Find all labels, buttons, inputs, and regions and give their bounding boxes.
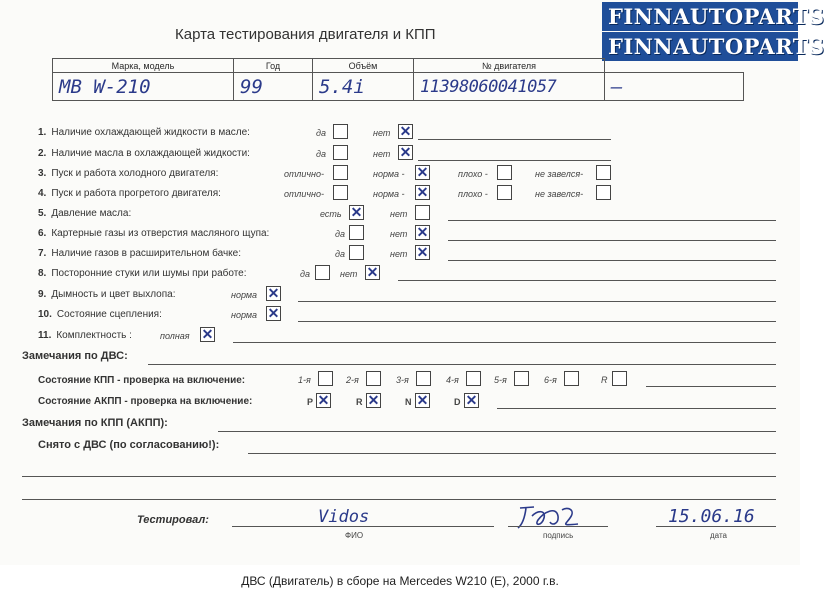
fio-line (232, 526, 494, 527)
checkbox-checked[interactable]: ✕ (416, 244, 429, 260)
opt-normal: норма (231, 290, 258, 300)
checkbox[interactable] (415, 205, 430, 220)
opt-normal: норма (231, 310, 258, 320)
checkbox-checked[interactable]: ✕ (367, 392, 380, 408)
opt-full: полная (160, 331, 190, 341)
check-row-4: 4. Пуск и работа прогретого двигателя: (38, 188, 221, 199)
col-header-volume: Объём (313, 59, 414, 73)
brand-logo (602, 2, 825, 62)
checkbox[interactable] (318, 371, 333, 386)
fill-line (22, 499, 776, 500)
gear-label: N (405, 397, 412, 407)
opt-yes: да (300, 269, 310, 279)
checkbox[interactable] (333, 165, 348, 180)
vehicle-info-table (52, 58, 744, 101)
fill-line (497, 408, 776, 409)
checkbox[interactable] (466, 371, 481, 386)
fill-line (418, 139, 611, 140)
checkbox[interactable] (596, 185, 611, 200)
fill-line (418, 160, 611, 161)
value-volume: 5.4i (313, 73, 414, 101)
gear-label: 3-я (396, 375, 409, 385)
fill-line (218, 431, 776, 432)
gear-label: 2-я (346, 375, 359, 385)
checkbox-checked[interactable]: ✕ (201, 326, 214, 342)
fill-line (22, 476, 776, 477)
col-header-engine-number: № двигателя (414, 59, 605, 73)
fill-line (448, 240, 776, 241)
signature-line (508, 526, 608, 527)
card-title: Карта тестирования двигателя и КПП (175, 26, 436, 43)
opt-no: нет (390, 209, 408, 219)
gear-label: 6-я (544, 375, 557, 385)
checkbox-checked[interactable]: ✕ (267, 285, 280, 301)
opt-not-started: не завелся- (535, 189, 584, 199)
fill-line (298, 321, 776, 322)
manual-gearbox-label: Состояние КПП - проверка на включение: (38, 375, 246, 386)
opt-present: есть (320, 209, 342, 219)
fill-line (448, 220, 776, 221)
checkbox[interactable] (349, 245, 364, 260)
check-row-11: 11. Комплектность : (38, 330, 132, 341)
col-header-blank (605, 59, 744, 73)
check-row-5: 5. Давление масла: (38, 208, 132, 219)
checkbox-checked[interactable]: ✕ (366, 264, 379, 280)
checkbox[interactable] (497, 165, 512, 180)
checkbox-checked[interactable]: ✕ (399, 144, 412, 160)
opt-no: нет (373, 149, 391, 159)
checkbox[interactable] (497, 185, 512, 200)
checkbox-checked[interactable]: ✕ (465, 392, 478, 408)
checkbox-checked[interactable]: ✕ (317, 392, 330, 408)
col-header-year: Год (234, 59, 313, 73)
signature-caption: подпись (543, 531, 574, 540)
image-caption: ДВС (Двигатель) в сборе на Mercedes W210 (E), 2000 г.в. (241, 574, 559, 588)
checkbox[interactable] (564, 371, 579, 386)
gear-label: R (356, 397, 363, 407)
check-row-7: 7. Наличие газов в расширительном бачке: (38, 248, 242, 259)
opt-excellent: отлично- (284, 169, 324, 179)
col-header-brand: Марка, модель (53, 59, 234, 73)
opt-no: нет (373, 128, 391, 138)
value-engine-number: 11398060041057 (414, 73, 605, 101)
opt-normal: норма - (373, 189, 405, 199)
check-row-2: 2. Наличие масла в охлаждающей жидкости: (38, 148, 250, 159)
date-caption: дата (710, 531, 727, 540)
checkbox[interactable] (514, 371, 529, 386)
section-engine-remarks: Замечания по ДВС: (22, 350, 128, 362)
checkbox[interactable] (612, 371, 627, 386)
opt-normal: норма - (373, 169, 405, 179)
value-brand: МВ W-210 (53, 73, 234, 101)
check-row-1: 1. Наличие охлаждающей жидкости в масле: (38, 127, 250, 138)
test-date: 15.06.16 (668, 506, 755, 527)
fill-line (448, 260, 776, 261)
fill-line (148, 364, 776, 365)
signature-mark (512, 502, 584, 532)
opt-yes: да (316, 128, 326, 138)
removed-from-engine-label: Снято с ДВС (по согласованию!): (38, 439, 220, 451)
tested-by-label: Тестировал: (137, 514, 209, 526)
brand-logo-line-1: FINNAUTOPARTS (602, 2, 798, 31)
checkbox[interactable] (416, 371, 431, 386)
gear-label: R (601, 375, 608, 385)
gear-label: 1-я (298, 375, 311, 385)
check-row-8: 8. Посторонние стуки или шумы при работе: (38, 268, 247, 279)
check-row-9: 9. Дымность и цвет выхлопа: (38, 289, 176, 300)
checkbox[interactable] (596, 165, 611, 180)
checkbox-checked[interactable]: ✕ (416, 184, 429, 200)
opt-bad: плохо - (458, 189, 488, 199)
checkbox[interactable] (349, 225, 364, 240)
opt-yes: да (316, 149, 326, 159)
check-row-6: 6. Картерные газы из отверстия масляного щупа: (38, 228, 270, 239)
opt-excellent: отлично- (284, 189, 324, 199)
opt-yes: да (335, 249, 345, 259)
date-line (656, 526, 776, 527)
check-row-3: 3. Пуск и работа холодного двигателя: (38, 168, 219, 179)
fill-line (233, 342, 776, 343)
checkbox[interactable] (366, 371, 381, 386)
value-extra: — (605, 73, 744, 101)
opt-no: нет (340, 269, 358, 279)
fill-line (298, 301, 776, 302)
opt-no: нет (390, 249, 408, 259)
gear-label: 4-я (446, 375, 459, 385)
check-row-10: 10. Состояние сцепления: (38, 309, 162, 320)
checkbox[interactable] (333, 145, 348, 160)
checkbox-checked[interactable]: ✕ (416, 164, 429, 180)
opt-not-started: не завелся- (535, 169, 584, 179)
section-gearbox-remarks: Замечания по КПП (АКПП): (22, 417, 168, 429)
checkbox[interactable] (315, 265, 330, 280)
value-year: 99 (234, 73, 313, 101)
checkbox-checked[interactable]: ✕ (416, 224, 429, 240)
opt-no: нет (390, 229, 408, 239)
tester-name: Vidos (318, 507, 370, 527)
opt-yes: да (335, 229, 345, 239)
checkbox-checked[interactable]: ✕ (350, 204, 363, 220)
gear-label: D (454, 397, 461, 407)
checkbox[interactable] (333, 185, 348, 200)
brand-logo-line-2: FINNAUTOPARTS (602, 32, 798, 61)
gear-label: 5-я (494, 375, 507, 385)
checkbox-checked[interactable]: ✕ (267, 305, 280, 321)
checkbox-checked[interactable]: ✕ (416, 392, 429, 408)
gear-label: P (307, 397, 314, 407)
opt-bad: плохо - (458, 169, 488, 179)
fill-line (646, 386, 776, 387)
fill-line (248, 453, 776, 454)
checkbox[interactable] (333, 124, 348, 139)
fio-caption: ФИО (345, 531, 364, 540)
fill-line (398, 280, 776, 281)
automatic-gearbox-label: Состояние АКПП - проверка на включение: (38, 396, 253, 407)
checkbox-checked[interactable]: ✕ (399, 123, 412, 139)
